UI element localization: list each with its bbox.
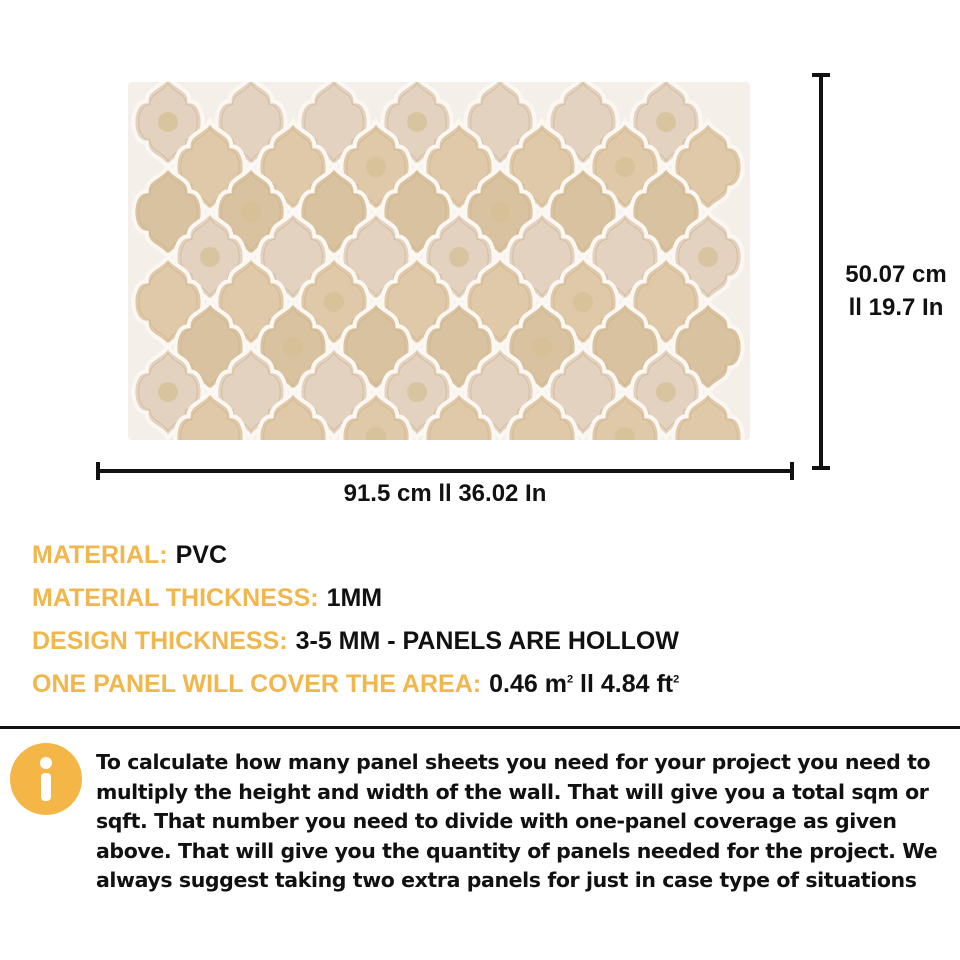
spec-value: PVC: [175, 541, 228, 569]
damask-motif: [698, 247, 718, 267]
info-icon: [10, 743, 82, 815]
height-dimension-label: [832, 258, 960, 324]
damask-motif: [532, 337, 552, 357]
spec-key: DESIGN THICKNESS:: [32, 627, 288, 655]
arabesque-tile-panel: [128, 82, 750, 440]
info-note: To calculate how many panel sheets you need for your project you need to multiply the height and width of the wall. That will give you a total sqm or sqft. That number you need to divide with one-panel coverage as given above. That will give you the quantity of panels needed for the project. We always suggest taking two extra panels for just in case type of situations: [96, 750, 938, 892]
damask-motif: [615, 157, 635, 177]
height-dimension-line: [819, 75, 823, 470]
damask-motif: [324, 292, 344, 312]
height-dimension-cap-top: [812, 73, 830, 77]
spec-key: ONE PANEL WILL COVER THE AREA:: [32, 670, 482, 698]
damask-motif: [241, 202, 261, 222]
width-dimension-line: [96, 469, 794, 473]
height-dimension-cap-bottom: [812, 466, 830, 470]
panel-image: [128, 82, 750, 440]
spec-key: MATERIAL:: [32, 541, 168, 569]
height-in: ll 19.7 In: [848, 294, 944, 321]
spec-design-thickness: [32, 620, 932, 663]
damask-motif: [366, 157, 386, 177]
height-cm: 50.07 cm: [845, 261, 947, 288]
damask-motif: [490, 202, 510, 222]
squared-sup: 2: [673, 673, 680, 686]
damask-motif: [656, 382, 676, 402]
spec-coverage: [32, 663, 932, 706]
damask-motif: [449, 247, 469, 267]
spec-material-thickness: [32, 577, 932, 620]
damask-motif: [407, 382, 427, 402]
width-dimension-label: 91.5 cm ll 36.02 In: [343, 480, 547, 507]
damask-motif: [573, 292, 593, 312]
spec-value: 1MM: [326, 584, 383, 612]
damask-motif: [407, 112, 427, 132]
coverage-sqm: 0.46 m: [489, 670, 567, 698]
spec-material: [32, 534, 932, 577]
damask-motif: [200, 247, 220, 267]
spec-list: [32, 534, 932, 706]
section-divider: [0, 726, 960, 729]
damask-motif: [283, 337, 303, 357]
spec-key: MATERIAL THICKNESS:: [32, 584, 319, 612]
damask-motif: [158, 382, 178, 402]
damask-motif: [158, 112, 178, 132]
coverage-sqft: ll 4.84 ft: [573, 670, 674, 698]
squared-sup: 2: [566, 673, 574, 686]
damask-motif: [656, 112, 676, 132]
spec-value: 3-5 MM - PANELS ARE HOLLOW: [295, 627, 679, 655]
spec-value: [489, 670, 679, 699]
